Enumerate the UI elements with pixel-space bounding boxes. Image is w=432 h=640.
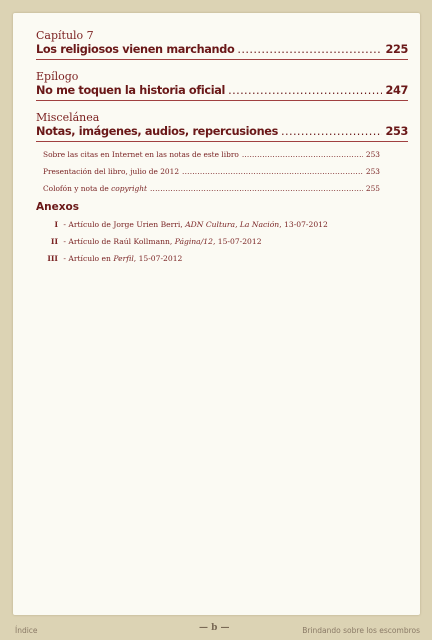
- annex-text: - Artículo de Raúl Kollmann,: [61, 237, 175, 246]
- entry-label: Capítulo 7: [36, 29, 94, 42]
- dot-leader: [150, 180, 363, 197]
- footer-index-link[interactable]: Índice: [15, 626, 38, 635]
- sub-entry-list: [36, 146, 380, 197]
- dot-leader: [237, 42, 382, 57]
- entry-page-number: 225: [385, 43, 408, 56]
- sub-entry-citas[interactable]: [43, 146, 380, 163]
- page-sheet: [13, 13, 420, 615]
- entry-page-number: 253: [385, 125, 408, 138]
- annex-item-3[interactable]: [36, 250, 408, 267]
- sub-entry-colofon[interactable]: [43, 180, 380, 197]
- annex-roman-numeral: III: [47, 254, 58, 263]
- dot-leader: [281, 124, 383, 139]
- dot-leader: [182, 163, 363, 180]
- sub-entry-title-text: Colofón y nota de: [43, 184, 112, 193]
- sub-entry-title[interactable]: [43, 180, 147, 197]
- footer-book-title: Brindando sobre los escombros: [302, 626, 420, 635]
- annex-text: - Artículo de Jorge Urien Berri,: [61, 220, 186, 229]
- sub-entry-page-number: 253: [365, 150, 380, 159]
- entry-underline: [36, 100, 408, 101]
- toc-entry-chapter-7[interactable]: [36, 29, 408, 60]
- entry-label: Epílogo: [36, 70, 79, 83]
- entry-title[interactable]: Los religiosos vienen marchando: [36, 43, 235, 56]
- annex-italic: Página/12: [174, 237, 213, 246]
- entry-page-number: 247: [385, 84, 408, 97]
- entry-label: Miscelánea: [36, 111, 100, 124]
- toc-entry-epilogo[interactable]: [36, 70, 408, 101]
- sub-entry-page-number: 253: [365, 167, 380, 176]
- page-footer: [13, 623, 420, 637]
- entry-title[interactable]: No me toquen la historia oficial: [36, 84, 226, 97]
- entry-title-line[interactable]: [36, 42, 408, 57]
- dot-leader: [242, 146, 363, 163]
- annex-text: - Artículo en: [61, 254, 114, 263]
- annex-italic: La Nación: [239, 220, 280, 229]
- sub-entry-presentacion[interactable]: [43, 163, 380, 180]
- annex-italic: ADN Cultura: [185, 220, 236, 229]
- annex-roman-numeral: II: [50, 237, 58, 246]
- annex-text: ,: [235, 220, 240, 229]
- sub-entry-title-italic: copyright: [111, 184, 147, 193]
- annex-list: [36, 216, 408, 267]
- sub-entry-page-number: 255: [365, 184, 380, 193]
- entry-title-line[interactable]: [36, 124, 408, 139]
- entry-underline: [36, 59, 408, 60]
- annex-text: , 15-07-2012: [133, 254, 183, 263]
- dot-leader: [228, 83, 382, 98]
- entry-underline: [36, 141, 408, 142]
- toc-entry-miscelanea[interactable]: [36, 111, 408, 197]
- sub-entry-title[interactable]: Sobre las citas en Internet en las notas de este libro: [43, 150, 239, 159]
- annex-text: , 15-07-2012: [212, 237, 262, 246]
- annex-heading: Anexos: [36, 201, 79, 213]
- annex-roman-numeral: I: [54, 220, 58, 229]
- annex-italic: Perfil: [113, 254, 134, 263]
- annex-item-2[interactable]: [36, 233, 408, 250]
- annex-item-1[interactable]: [36, 216, 408, 233]
- annex-section: [36, 201, 408, 267]
- table-of-contents: [36, 29, 408, 267]
- entry-title-line[interactable]: [36, 83, 408, 98]
- footer-page-marker: — b —: [199, 623, 230, 633]
- annex-text: , 13-07-2012: [279, 220, 328, 229]
- sub-entry-title[interactable]: Presentación del libro, julio de 2012: [43, 167, 180, 176]
- entry-title[interactable]: Notas, imágenes, audios, repercusiones: [36, 125, 278, 138]
